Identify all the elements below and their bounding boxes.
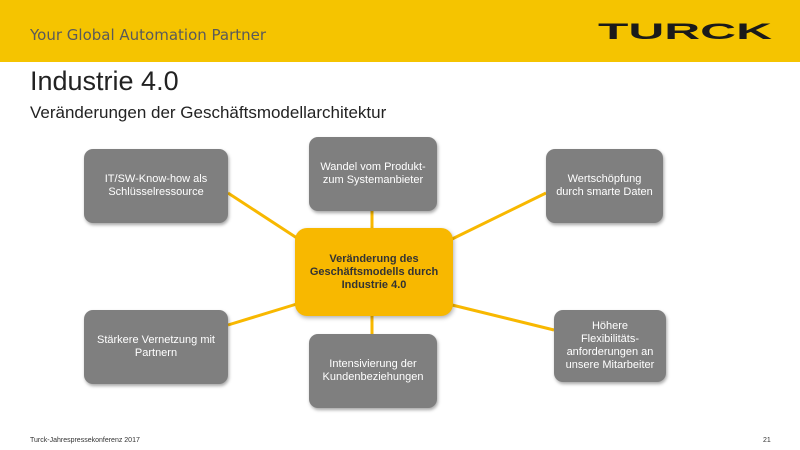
footer-text: Turck-Jahrespressekonferenz 2017 — [30, 437, 140, 444]
node-it-sw: IT/SW-Know-how als Schlüsselressource — [84, 149, 228, 223]
header-tagline: Your Global Automation Partner — [30, 26, 267, 44]
connector-wertschoepfung — [448, 193, 546, 241]
slide-subtitle: Veränderungen der Geschäftsmodellarchitektur — [30, 103, 387, 122]
slide-title: Industrie 4.0 — [30, 66, 179, 96]
connector-vernetzung — [228, 303, 300, 325]
node-flexibilitaet: Höhere Flexibilitäts-anforderungen an unsere Mitarbeiter — [554, 310, 666, 382]
node-wertschoepfung: Wertschöpfung durch smarte Daten — [546, 149, 663, 223]
connector-flexibilitaet — [448, 304, 554, 330]
node-wandel: Wandel vom Produkt- zum Systemanbieter — [309, 137, 437, 211]
svg-text:TURCK: TURCK — [598, 23, 773, 41]
connector-it-sw — [228, 193, 300, 240]
page-number: 21 — [763, 437, 771, 444]
node-center: Veränderung des Geschäftsmodells durch Industrie 4.0 — [295, 228, 453, 316]
node-kunden: Intensivierung der Kundenbeziehungen — [309, 334, 437, 408]
node-vernetzung: Stärkere Vernetzung mit Partnern — [84, 310, 228, 384]
